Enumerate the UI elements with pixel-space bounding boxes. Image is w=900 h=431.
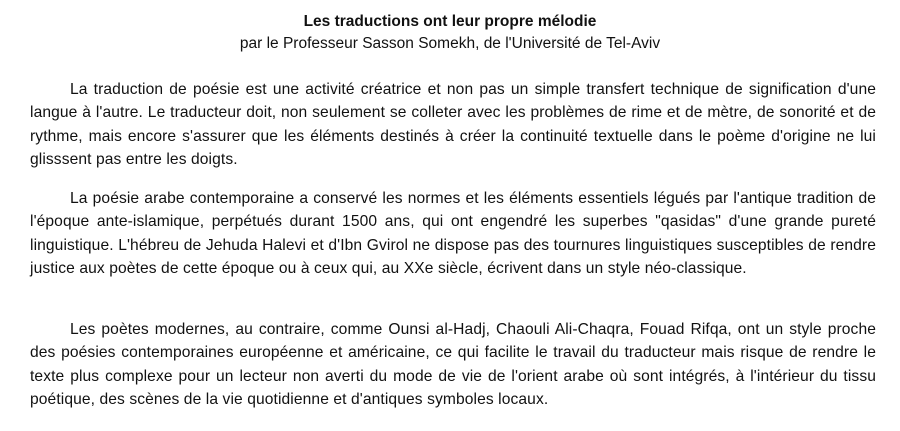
- paragraph: Les poètes modernes, au contraire, comme Ounsi al-Hadj, Chaouli Ali-Chaqra, Fouad Rifqa, ont un style proche des poésies contemporaines européenne et américaine, ce qui facilite le travail du traducteur mais risque de rendre le texte plus complexe pour un lecteur non averti du mode de vie de l'orient arabe où sont intégrés, à l'intérieur du tissu poétique, des scènes de la vie quotidienne et d'antiques symboles locaux.: [30, 321, 876, 408]
- paragraph: La poésie arabe contemporaine a conservé les normes et les éléments essentiels légués par l'antique tradition de l'époque ante-islamique, perpétués durant 1500 ans, qui ont engendré les superbes "qasidas" d'une grande pureté linguistique. L'hébreu de Jehuda Halevi et d'Ibn Gvirol ne dispose pas des tournures linguistiques susceptibles de rendre justice aux poètes de cette époque ou à ceux qui, au XXe siècle, écrivent dans un style néo-classique.: [30, 190, 876, 277]
- paragraph: La traduction de poésie est une activité créatrice et non pas un simple transfert technique de signification d'une langue à l'autre. Le traducteur doit, non seulement se colleter avec les problèmes de rime et de mètre, de sonorité et de rythme, mais encore s'assurer que les éléments destinés à créer la continuité textuelle dans le poème d'origine ne lui glisssent pas entre les doigts.: [30, 81, 876, 168]
- article-byline: par le Professeur Sasson Somekh, de l'Université de Tel-Aviv: [239, 35, 661, 52]
- article-title: Les traductions ont leur propre mélodie: [303, 13, 597, 30]
